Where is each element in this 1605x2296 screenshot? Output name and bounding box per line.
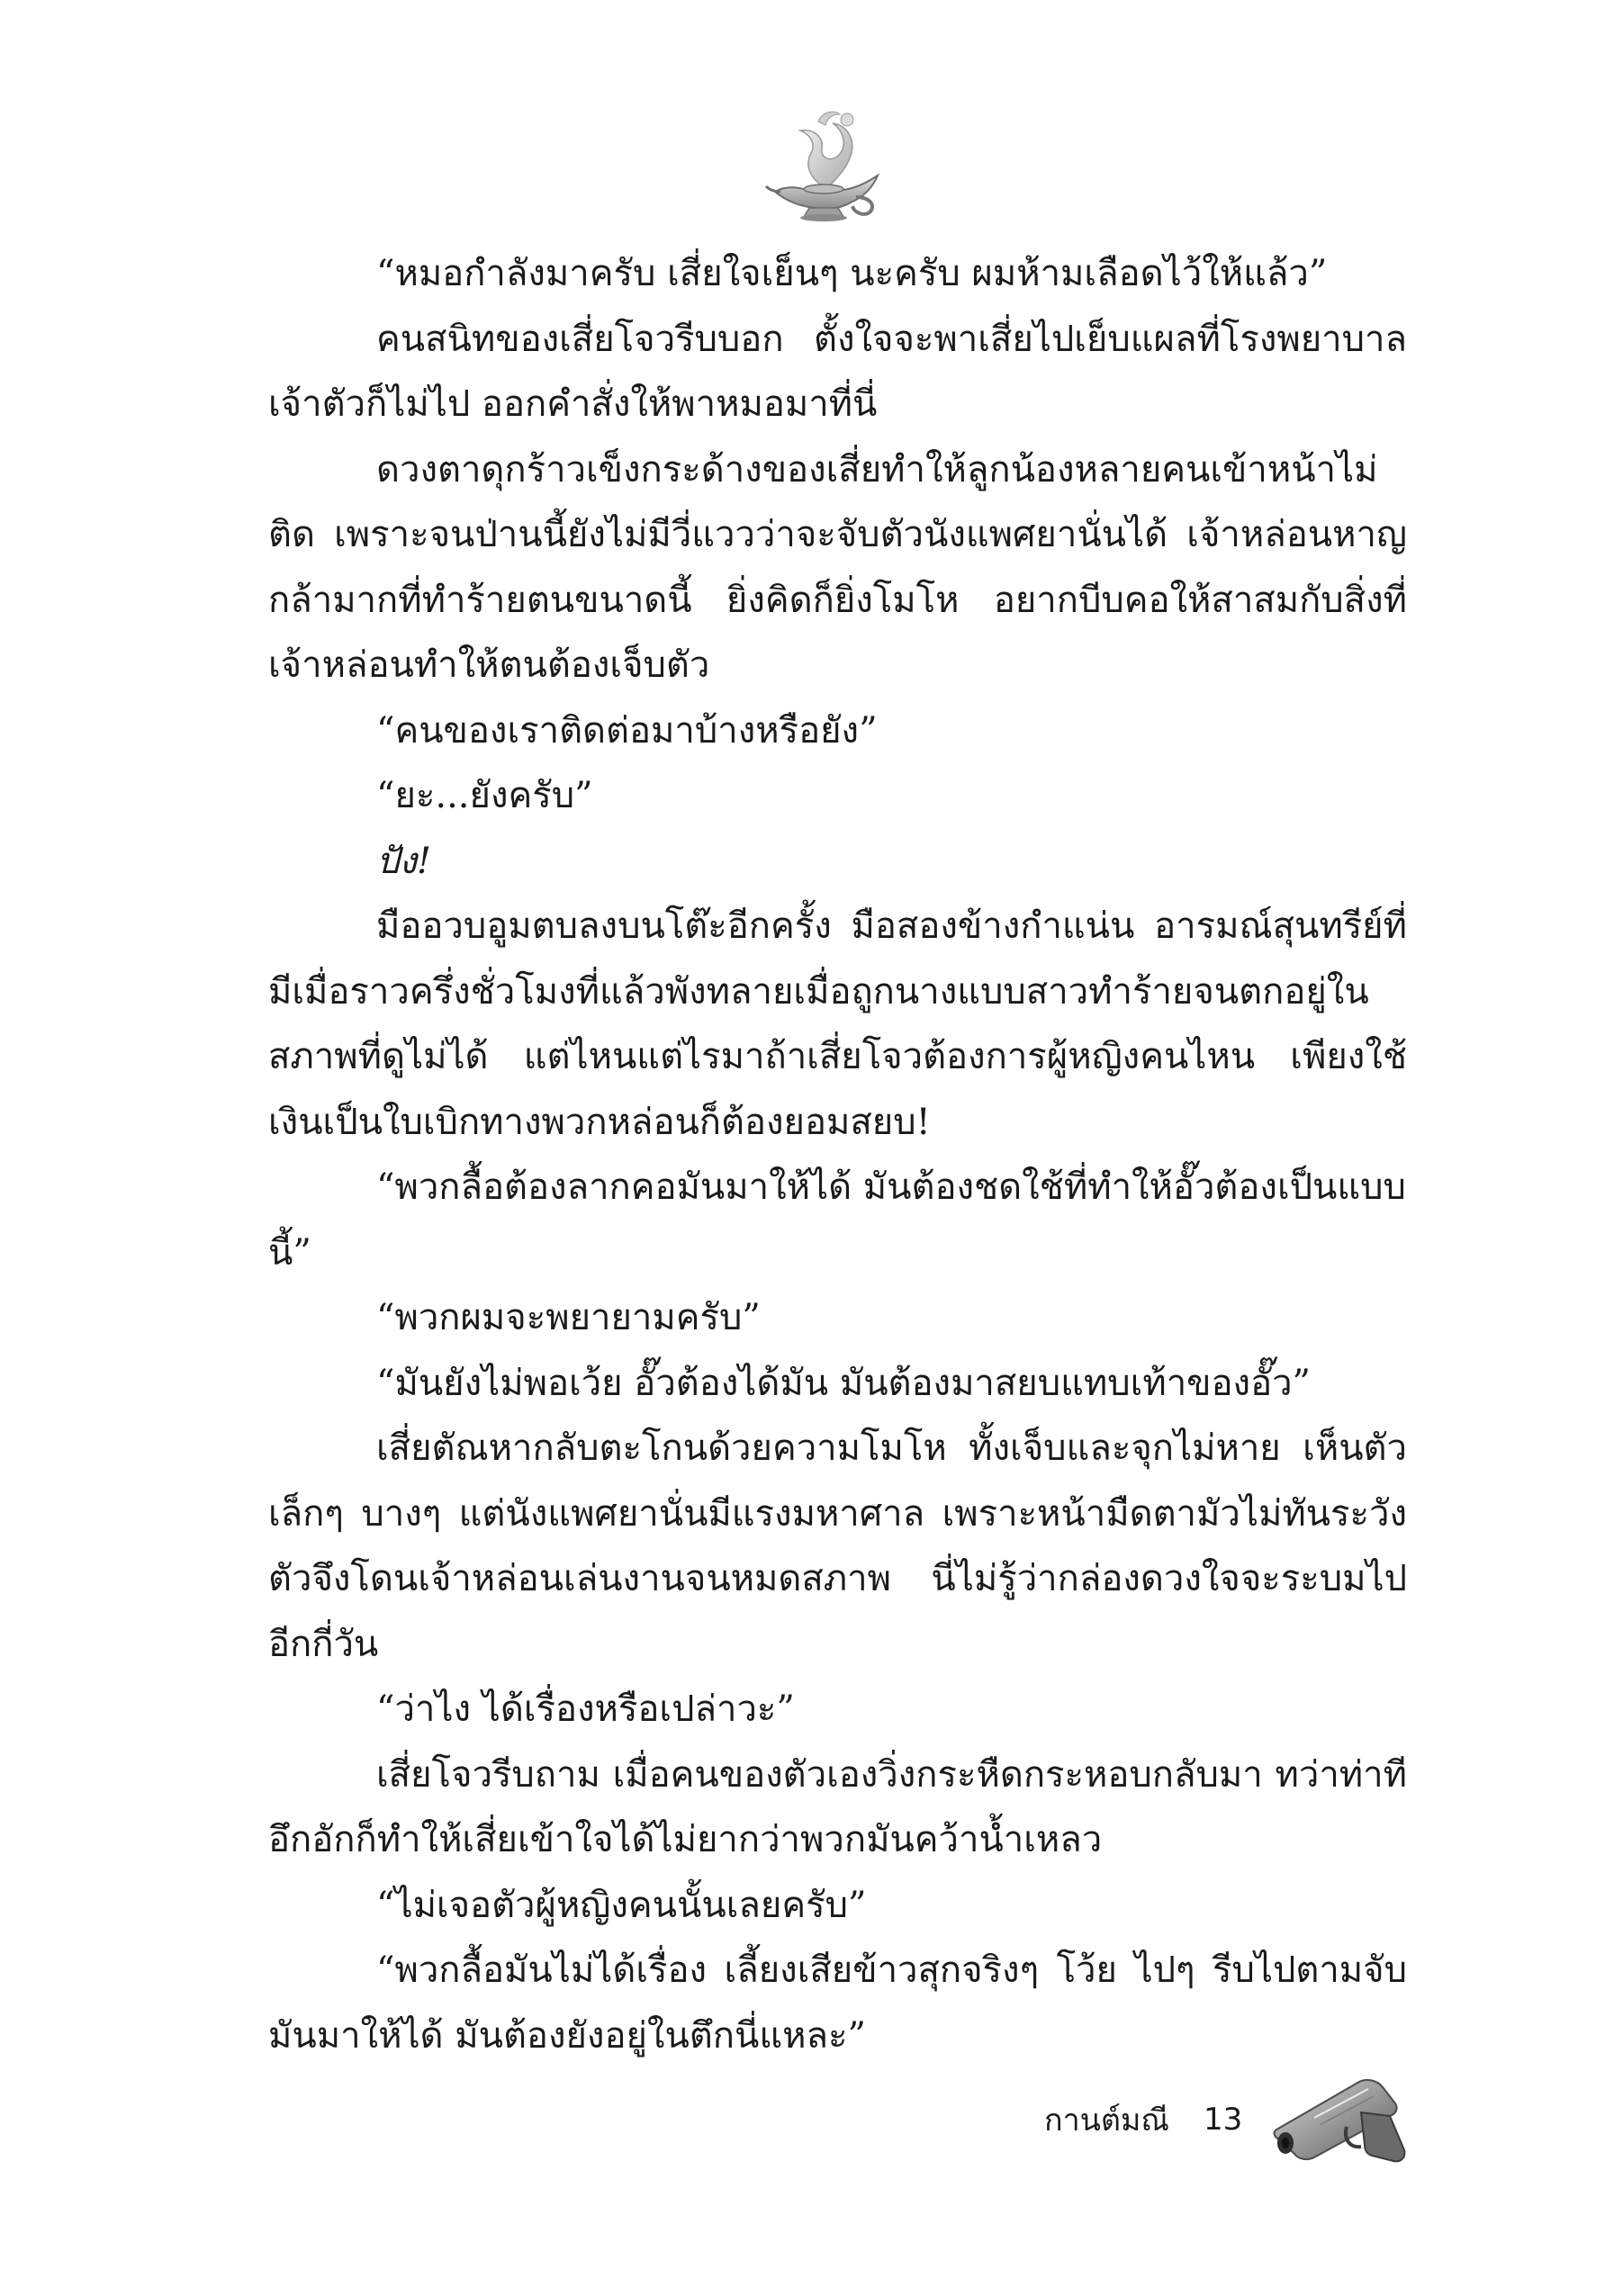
paragraph: “มันยังไม่พอเว้ย อั๊วต้องได้มัน มันต้องมาสยบแทบเท้าของอั๊ว” bbox=[376, 1362, 1312, 1404]
body-text bbox=[268, 241, 1407, 2068]
paragraph: ปัง! bbox=[376, 840, 431, 882]
paragraph: ดวงตาดุกร้าวเข็งกระด้างของเสี่ยทำให้ลูกน้องหลายคนเข้าหน้าไม่ติด เพราะจนป่านนี้ยังไม่มีวี่แววว่าจะจับตัวนังแพศยานั่นได้ เจ้าหล่อนหาญกล้ามากที่ทำร้ายตนขนาดนี้ ยิ่งคิดก็ยิ่งโมโห อยากบีบคอให้สาสมกับสิ่งที่เจ้าหล่อนทำให้ตนต้องเจ็บตัว bbox=[268, 448, 1407, 686]
paragraph: “คนของเราติดต่อมาบ้างหรือยัง” bbox=[376, 709, 878, 752]
paragraph: เสี่ยตัณหากลับตะโกนด้วยความโมโห ทั้งเจ็บและจุกไม่หาย เห็นตัวเล็กๆ บางๆ แต่นังแพศยานั่นมีแรงมหาศาล เพราะหน้ามืดตามัวไม่ทันระวังตัวจึงโดนเจ้าหล่อนเล่นงานจนหมดสภาพ นี่ไม่รู้ว่ากล่องดวงใจจะระบมไปอีกกี่วัน bbox=[268, 1427, 1407, 1665]
paragraph: “ยะ...ยังครับ” bbox=[376, 775, 593, 816]
author-name: กานต์มณี bbox=[1044, 2102, 1169, 2138]
pistol-icon bbox=[1260, 2057, 1409, 2183]
paragraph: “หมอกำลังมาครับ เสี่ยใจเย็นๆ นะครับ ผมห้ามเลือดไว้ให้แล้ว” bbox=[376, 253, 1328, 294]
magic-lamp-icon bbox=[757, 104, 892, 230]
page-number: 13 bbox=[1203, 2102, 1243, 2138]
paragraph: คนสนิทของเสี่ยโจวรีบบอก ตั้งใจจะพาเสี่ยไปเย็บแผลที่โรงพยาบาลเจ้าตัวก็ไม่ไป ออกคำสั่งให้พาหมอมาที่นี่ bbox=[268, 318, 1407, 425]
page-footer bbox=[1044, 2093, 1242, 2147]
paragraph: มืออวบอูมตบลงบนโต๊ะอีกครั้ง มือสองข้างกำแน่น อารมณ์สุนทรีย์ที่มีเมื่อราวครึ่งชั่วโมงที่แล้วพังทลายเมื่อถูกนางแบบสาวทำร้ายจนตกอยู่ในสภาพที่ดูไม่ได้ แต่ไหนแต่ไรมาถ้าเสี่ยโจวต้องการผู้หญิงคนไหน เพียงใช้เงินเป็นใบเบิกทางพวกหล่อนก็ต้องยอมสยบ! bbox=[268, 905, 1407, 1143]
paragraph: เสี่ยโจวรีบถาม เมื่อคนของตัวเองวิ่งกระหืดกระหอบกลับมา ทว่าท่าทีอึกอักก็ทำให้เสี่ยเข้าใจได้ไม่ยากว่าพวกมันคว้าน้ำเหลว bbox=[268, 1753, 1407, 1860]
paragraph: “พวกลื้อมันไม่ได้เรื่อง เลี้ยงเสียข้าวสุกจริงๆ โว้ย ไปๆ รีบไปตามจับมันมาให้ได้ มันต้องยังอยู่ในตึกนี่แหละ” bbox=[268, 1949, 1407, 2057]
paragraph: “พวกลื้อต้องลากคอมันมาให้ได้ มันต้องชดใช้ที่ทำให้อั๊วต้องเป็นแบบนี้” bbox=[268, 1166, 1406, 1274]
paragraph: “ไม่เจอตัวผู้หญิงคนนั้นเลยครับ” bbox=[376, 1884, 867, 1926]
paragraph: “พวกผมจะพยายามครับ” bbox=[376, 1297, 761, 1338]
paragraph: “ว่าไง ได้เรื่องหรือเปล่าวะ” bbox=[376, 1688, 795, 1730]
